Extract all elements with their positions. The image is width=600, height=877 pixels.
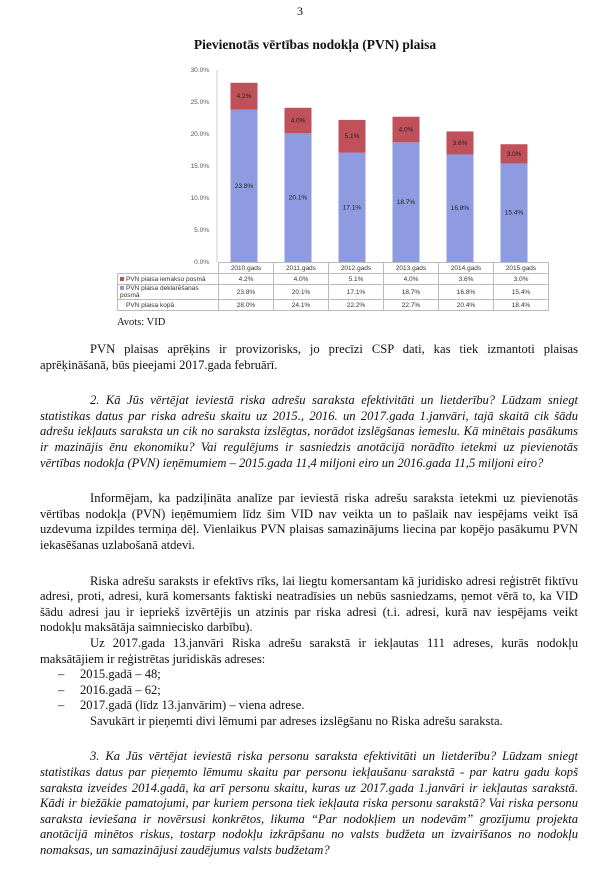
list-item: – 2015.gadā – 48; (40, 667, 578, 683)
table-header: 2013.gads (384, 263, 439, 274)
table-cell: 15.4% (494, 285, 549, 300)
table-cell: 16.8% (439, 285, 494, 300)
question-3: 3. Ka Jūs vērtējat ieviestā riska personu saraksta efektivitāti un lietderību? Lūdzam sniegt statistikas datus par pieņemto lēmumu skaitu par personu iekļaušanu sarakstā - par katru gadu kopš saraksta izveides 2014.gadā, ka arī personu skaitu, kuras uz 2017.gada 1.janvāri ir iekļautas sarakstā. Kādi ir biežākie pamatojumi, par kuriem persona tiek iekļauta riska personu sarakstā? Vai riska personu saraksta ieviešana ir novērsusi konkrētos, likuma “Par nodokļiem un nodevām” grozījumu projekta anotācijā minētos riskus, tostarp nodokļu izkrāpšanu no valsts budžeta un izvairīšanos no nodokļu nomaksas, un samazinājusi zaudējumus valsts budžetam? (40, 749, 578, 858)
body-text (40, 342, 578, 877)
table-cell: 4.0% (274, 274, 329, 285)
data-label: 4.0% (398, 126, 414, 134)
table-cell: 18.7% (384, 285, 439, 300)
table-header: 2011.gads (274, 263, 329, 274)
table-cell: 4.0% (384, 274, 439, 285)
data-label: 5.1% (344, 133, 360, 141)
table-header: 2015.gads (494, 263, 549, 274)
table-cell: 4.2% (219, 274, 274, 285)
y-tick-label: 30.0% (190, 67, 209, 74)
row-label: PVN plaisa kopā (126, 301, 175, 309)
chart-data-table (117, 262, 549, 311)
data-label: 3.6% (452, 139, 468, 147)
paragraph: Uz 2017.gada 13.janvāri Riska adrešu sarakstā ir iekļautas 111 adreses, kurās nodokļu maksātājiem ir reģistrētas juridiskās adreses: (40, 635, 578, 666)
table-cell: 24.1% (274, 300, 329, 311)
table-cell: 18.4% (494, 300, 549, 311)
address-list (40, 667, 578, 714)
table-header: 2010.gads (219, 263, 274, 274)
table-cell: 22.2% (329, 300, 384, 311)
table-cell: 23.8% (219, 285, 274, 300)
list-item: – 2017.gadā (līdz 13.janvārim) – viena adrese. (40, 698, 578, 714)
table-cell: 22.7% (384, 300, 439, 311)
data-label: 18.7% (396, 199, 416, 207)
table-cell: 5.1% (329, 274, 384, 285)
source-note: Avots: VID (117, 317, 166, 328)
table-cell: 17.1% (329, 285, 384, 300)
question-2: 2. Kā Jūs vērtējat ieviestā riska adrešu saraksta efektivitāti un lietderību? Lūdzam sniegt statistikas datus par riska adrešu skaitu uz 2015., 2016. un 2017.gada 1.janvāri, tajā skaitā cik šādu adrešu iekļauts saraksta un cik no saraksta izslēgtas, norādot izslēgšanas iemeslu. Kā minētais pasākums ir mazinājis ēnu ekonomiku? Vai regulējums ir sasniedzis anotācijā norādīto ietekmi uz pievienotās vērtības nodokļa (PVN) ieņēmumiem – 2015.gada 11,4 miljoni eiro un 2016.gada 11,5 miljoni eiro? (40, 393, 578, 470)
data-label: 23.8% (234, 182, 254, 190)
data-label: 4.2% (236, 93, 252, 101)
table-cell: 3.0% (494, 274, 549, 285)
data-label: 16.8% (450, 205, 470, 213)
table-cell: 20.4% (439, 300, 494, 311)
y-tick-label: 20.0% (190, 131, 209, 138)
table-cell: 3.6% (439, 274, 494, 285)
paragraph: Riska adrešu saraksts ir efektīvs rīks, lai liegtu komersantam kā juridisko adresi reģistrēt fiktīvu adresi, proti, adresi, kurā komersants faktiski neatradīsies un nebūs sasniedzams, ņemot vērā to, ka VID šādu adresi jau ir iepriekš izvērtējis un atzinis par riska adresi (t.i. adresi, kurā nav iespējams veikt nodokļu maksātāja saimniecisko darbību). (40, 573, 578, 635)
table-cell: 28.0% (219, 300, 274, 311)
data-label: 15.4% (504, 209, 524, 217)
y-tick-label: 10.0% (190, 195, 209, 202)
legend-swatch-blue (120, 286, 124, 290)
paragraph: Informējam, ka padziļināta analīze par ieviestā riska adrešu saraksta ietekmi uz pievienotās vērtības nodokļa (PVN) ieņēmumiem līdz šim VID nav veikta un to pašlaik nav iespējams veikt īsā uzdevuma izpildes termiņa dēļ. Vienlaikus PVN plaisas samazinājums liecina par kopējo pasākumu PVN iekasēšanas uzlabošanā atdevi. (40, 491, 578, 552)
y-tick-label: 0.0% (194, 259, 209, 266)
y-tick-label: 25.0% (190, 99, 209, 106)
legend-swatch-red (120, 277, 124, 281)
table-header-row (118, 263, 549, 274)
table-cell: 20.1% (274, 285, 329, 300)
table-row (118, 274, 549, 285)
row-label: PVN plaisa iemaksu posmā (126, 275, 206, 283)
list-item: – 2016.gadā – 62; (40, 683, 578, 699)
table-row (118, 285, 549, 300)
data-label: 4.0% (290, 117, 306, 125)
chart-title: Pievienotās vērtības nodokļa (PVN) plaisa (193, 37, 437, 52)
table-header: 2012.gads (329, 263, 384, 274)
y-tick-label: 15.0% (190, 163, 209, 170)
data-label: 3.0% (506, 150, 522, 158)
table-row (118, 300, 549, 311)
pvn-gap-chart (0, 0, 600, 300)
paragraph: PVN plaisas aprēķins ir provizorisks, jo precīzi CSP dati, kas tiek izmantoti plaisas aprēķināšanā, būs pieejami 2017.gada februārī. (40, 342, 578, 372)
page-number: 3 (297, 4, 303, 18)
data-label: 17.1% (342, 204, 362, 212)
table-header: 2014.gads (439, 263, 494, 274)
data-label: 20.1% (288, 194, 308, 202)
row-label: PVN plaisa deklarēšanas posmā (120, 285, 199, 299)
y-tick-label: 5.0% (194, 227, 209, 234)
paragraph: Savukārt ir pieņemti divi lēmumi par adreses izslēgšanu no Riska adrešu saraksta. (90, 713, 503, 728)
